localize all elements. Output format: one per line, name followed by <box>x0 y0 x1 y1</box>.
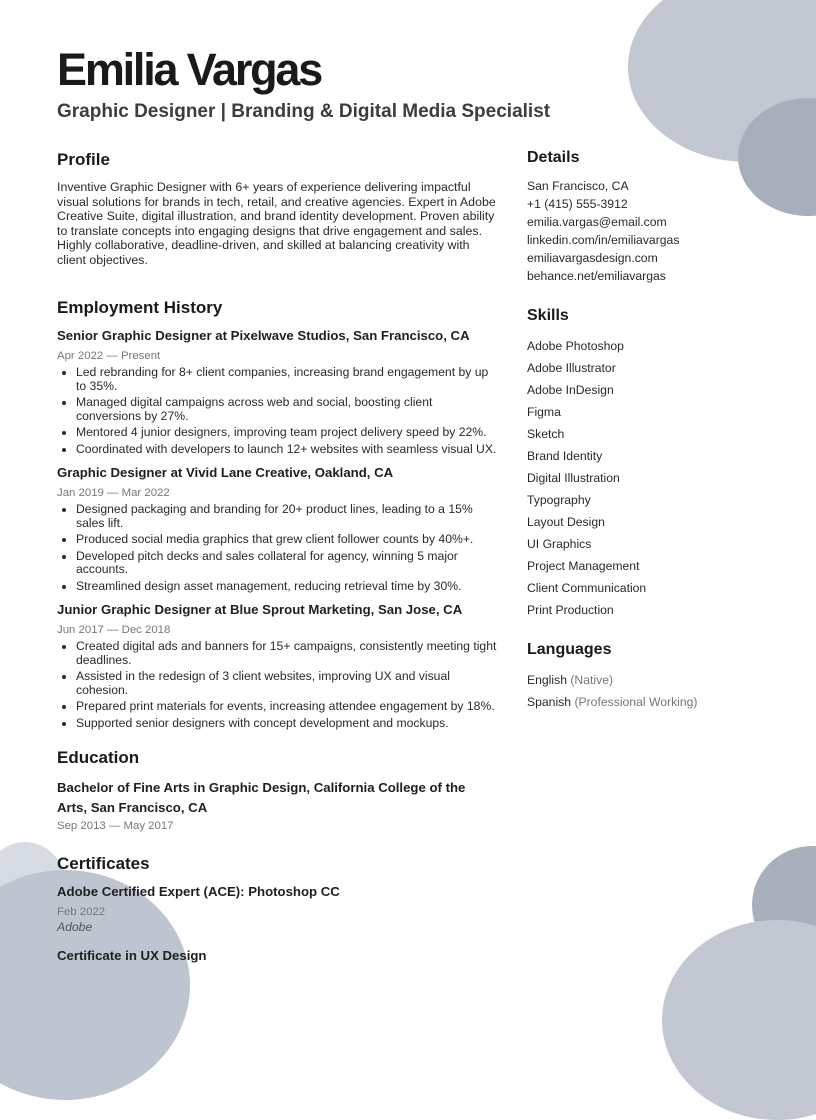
language-level: (Native) <box>570 673 614 687</box>
language-level: (Professional Working) <box>574 695 698 709</box>
sidebar-column <box>527 149 767 713</box>
bullet-item: • Streamlined design asset management, reducing retrieval time by 30%. <box>76 580 497 594</box>
bullet-item: • Assisted in the redesign of 3 client websites, improving UX and visual cohesion. <box>76 670 497 697</box>
job-dates: Jun 2017 — Dec 2018 <box>57 624 171 636</box>
skills-section <box>527 307 767 621</box>
behance-link[interactable]: behance.net/emiliavargas <box>527 269 666 283</box>
skill-item: UI Graphics <box>527 537 592 551</box>
certificate-entry <box>57 884 497 934</box>
degree-title: Bachelor of Fine Arts in Graphic Design, California College of the Arts, San Francisco, CA <box>57 780 466 815</box>
job-bullets <box>57 366 497 456</box>
bullet-item: • Produced social media graphics that grew client follower counts by 40%+. <box>76 533 497 547</box>
candidate-title: Graphic Designer | Branding & Digital Media Specialist <box>57 101 551 122</box>
section-heading: Profile <box>57 150 110 169</box>
details-section <box>527 149 767 285</box>
job-title: Senior Graphic Designer at Pixelwave Studios, San Francisco, CA <box>57 328 470 343</box>
certificate-issuer: Adobe <box>57 920 93 934</box>
skill-item: Brand Identity <box>527 449 603 463</box>
job-title: Junior Graphic Designer at Blue Sprout Marketing, San Jose, CA <box>57 602 463 617</box>
job-dates: Apr 2022 — Present <box>57 350 161 362</box>
job-bullets <box>57 640 497 730</box>
job-entry <box>57 328 497 456</box>
job-dates: Jan 2019 — Mar 2022 <box>57 487 170 499</box>
languages-section <box>527 641 767 713</box>
email-link[interactable]: emilia.vargas@email.com <box>527 215 667 229</box>
phone-text: +1 (415) 555-3912 <box>527 197 628 211</box>
education-dates: Sep 2013 — May 2017 <box>57 820 174 832</box>
certificate-name: Adobe Certified Expert (ACE): Photoshop CC <box>57 884 340 899</box>
skill-item: Typography <box>527 493 591 507</box>
certificate-name: Certificate in UX Design <box>57 948 207 963</box>
job-bullets <box>57 503 497 593</box>
section-heading: Skills <box>527 307 569 324</box>
location-text: San Francisco, CA <box>527 179 629 193</box>
job-entry <box>57 465 497 593</box>
skill-item: Adobe InDesign <box>527 383 614 397</box>
section-heading: Employment History <box>57 298 223 317</box>
bullet-item: • Led rebranding for 8+ client companies, increasing brand engagement by up to 35%. <box>76 366 497 393</box>
skill-item: Client Communication <box>527 581 647 595</box>
section-heading: Languages <box>527 641 612 658</box>
job-title: Graphic Designer at Vivid Lane Creative, Oakland, CA <box>57 465 394 480</box>
employment-section <box>57 298 497 730</box>
language-item <box>527 669 767 691</box>
linkedin-link[interactable]: linkedin.com/in/emiliavargas <box>527 233 680 247</box>
skill-item: Project Management <box>527 559 640 573</box>
website-link[interactable]: emiliavargasdesign.com <box>527 251 658 265</box>
language-name: Spanish <box>527 695 572 709</box>
section-heading: Education <box>57 748 140 767</box>
skill-item: Figma <box>527 405 561 419</box>
skill-item: Digital Illustration <box>527 471 620 485</box>
skill-item: Adobe Illustrator <box>527 361 616 375</box>
skill-item: Layout Design <box>527 515 605 529</box>
bullet-item: • Managed digital campaigns across web and social, boosting client conversions by 27%. <box>76 396 497 423</box>
certificate-date: Feb 2022 <box>57 906 106 918</box>
profile-section <box>57 150 497 267</box>
main-column <box>57 150 497 978</box>
job-entry <box>57 602 497 730</box>
education-section <box>57 748 497 832</box>
language-name: English <box>527 673 567 687</box>
candidate-name: Emilia Vargas <box>57 44 322 95</box>
profile-text: Inventive Graphic Designer with 6+ years of experience delivering impactful visual solutions for brands in tech, retail, and creative agencies. Expert in Adobe Creative Suite, digital illustration, and brand identity development. Proven ability to translate concepts into engaging designs that drive engagement and sales. Highly collaborative, deadline-driven, and skilled at balancing creativity with client objectives. <box>57 180 496 267</box>
language-item <box>527 691 767 713</box>
bullet-item: • Supported senior designers with concept development and mockups. <box>76 717 497 731</box>
skill-item: Sketch <box>527 427 565 441</box>
certificate-entry <box>57 948 497 964</box>
section-heading: Details <box>527 149 580 166</box>
certificates-section <box>57 854 497 964</box>
section-heading: Certificates <box>57 854 150 873</box>
bullet-item: • Mentored 4 junior designers, improving team project delivery speed by 22%. <box>76 426 497 440</box>
skill-item: Print Production <box>527 603 614 617</box>
skill-item: Adobe Photoshop <box>527 339 624 353</box>
bullet-item: • Developed pitch decks and sales collateral for agency, winning 5 major accounts. <box>76 550 497 577</box>
bullet-item: • Prepared print materials for events, increasing attendee engagement by 18%. <box>76 700 497 714</box>
bullet-item: • Created digital ads and banners for 15+ campaigns, consistently meeting tight deadlines. <box>76 640 497 667</box>
bullet-item: • Coordinated with developers to launch 12+ websites with seamless visual UX. <box>76 443 497 457</box>
bullet-item: • Designed packaging and branding for 20+ product lines, leading to a 15% sales lift. <box>76 503 497 530</box>
